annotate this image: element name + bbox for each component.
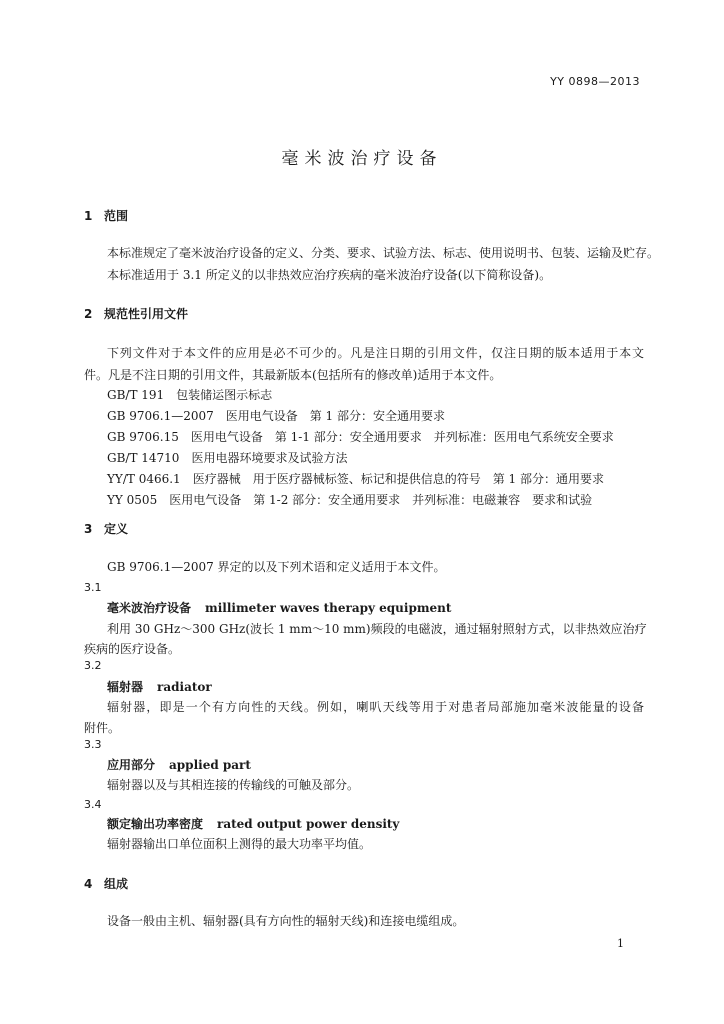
- reference-item: GB 9706.15 医用电气设备 第 1-1 部分：安全通用要求 并列标准：医用电气系统安全要求: [107, 430, 614, 444]
- section-1-heading: [84, 208, 644, 224]
- section-number: 3: [84, 522, 93, 536]
- term-zh: 毫米波治疗设备: [107, 601, 192, 615]
- clause-number: 3.1: [84, 581, 102, 594]
- reference-item: GB/T 191 包装储运图示标志: [107, 388, 273, 402]
- section-2-heading: [84, 306, 644, 322]
- term-zh: 辐射器: [107, 680, 144, 694]
- term-heading: [107, 679, 667, 695]
- section-title: 定义: [104, 522, 129, 536]
- section-title: 规范性引用文件: [104, 307, 189, 321]
- clause-number: 3.2: [84, 659, 102, 672]
- term-en: applied part: [169, 758, 251, 772]
- page-number: 1: [617, 937, 624, 950]
- paragraph: GB 9706.1—2007 界定的以及下列术语和定义适用于本文件。: [107, 560, 446, 574]
- term-definition: 辐射器输出口单位面积上测得的最大功率平均值。: [107, 837, 372, 851]
- term-definition: 辐射器以及与其相连接的传输线的可触及部分。: [107, 778, 360, 792]
- term-en: rated output power density: [217, 817, 400, 831]
- section-number: 1: [84, 209, 93, 223]
- reference-item: YY/T 0466.1 医疗器械 用于医疗器械标签、标记和提供信息的符号 第 1 部分：通用要求: [107, 472, 604, 486]
- term-zh: 额定输出功率密度: [107, 817, 204, 831]
- paragraph-continuation: 件。凡是不注日期的引用文件，其最新版本(包括所有的修改单)适用于本文件。: [84, 368, 502, 382]
- term-heading: [107, 600, 667, 616]
- section-number: 4: [84, 877, 93, 891]
- section-3-heading: [84, 521, 644, 537]
- term-definition-continuation: 附件。: [84, 721, 121, 735]
- term-heading: [107, 816, 667, 832]
- term-heading: [107, 757, 667, 773]
- section-4-heading: [84, 876, 644, 892]
- reference-item: YY 0505 医用电气设备 第 1-2 部分：安全通用要求 并列标准：电磁兼容 要求和试验: [107, 493, 593, 507]
- term-definition: 辐射器，即是一个有方向性的天线。例如，喇叭天线等用于对患者局部施加毫米波能量的设备: [107, 700, 644, 714]
- paragraph: 本标准规定了毫米波治疗设备的定义、分类、要求、试验方法、标志、使用说明书、包装、运输及贮存。: [107, 246, 660, 260]
- term-en: radiator: [157, 680, 212, 694]
- term-definition-continuation: 疾病的医疗设备。: [84, 642, 181, 656]
- term-zh: 应用部分: [107, 758, 156, 772]
- page-title: 毫米波治疗设备: [281, 149, 443, 169]
- section-title: 范围: [104, 209, 129, 223]
- paragraph: 设备一般由主机、辐射器(具有方向性的辐射天线)和连接电缆组成。: [107, 914, 465, 928]
- clause-number: 3.3: [84, 738, 102, 751]
- section-title: 组成: [104, 877, 129, 891]
- term-en: millimeter waves therapy equipment: [205, 601, 452, 615]
- reference-item: GB 9706.1—2007 医用电气设备 第 1 部分：安全通用要求: [107, 409, 446, 423]
- section-number: 2: [84, 307, 93, 321]
- document-code: YY 0898—2013: [550, 75, 640, 88]
- reference-item: GB/T 14710 医用电器环境要求及试验方法: [107, 451, 348, 465]
- term-definition: 利用 30 GHz～300 GHz(波长 1 mm～10 mm)频段的电磁波，通过辐射照射方式，以非热效应治疗: [107, 622, 647, 636]
- paragraph: 本标准适用于 3.1 所定义的以非热效应治疗疾病的毫米波治疗设备(以下简称设备)。: [107, 268, 552, 282]
- clause-number: 3.4: [84, 798, 102, 811]
- paragraph: 下列文件对于本文件的应用是必不可少的。凡是注日期的引用文件，仅注日期的版本适用于本文: [107, 346, 644, 360]
